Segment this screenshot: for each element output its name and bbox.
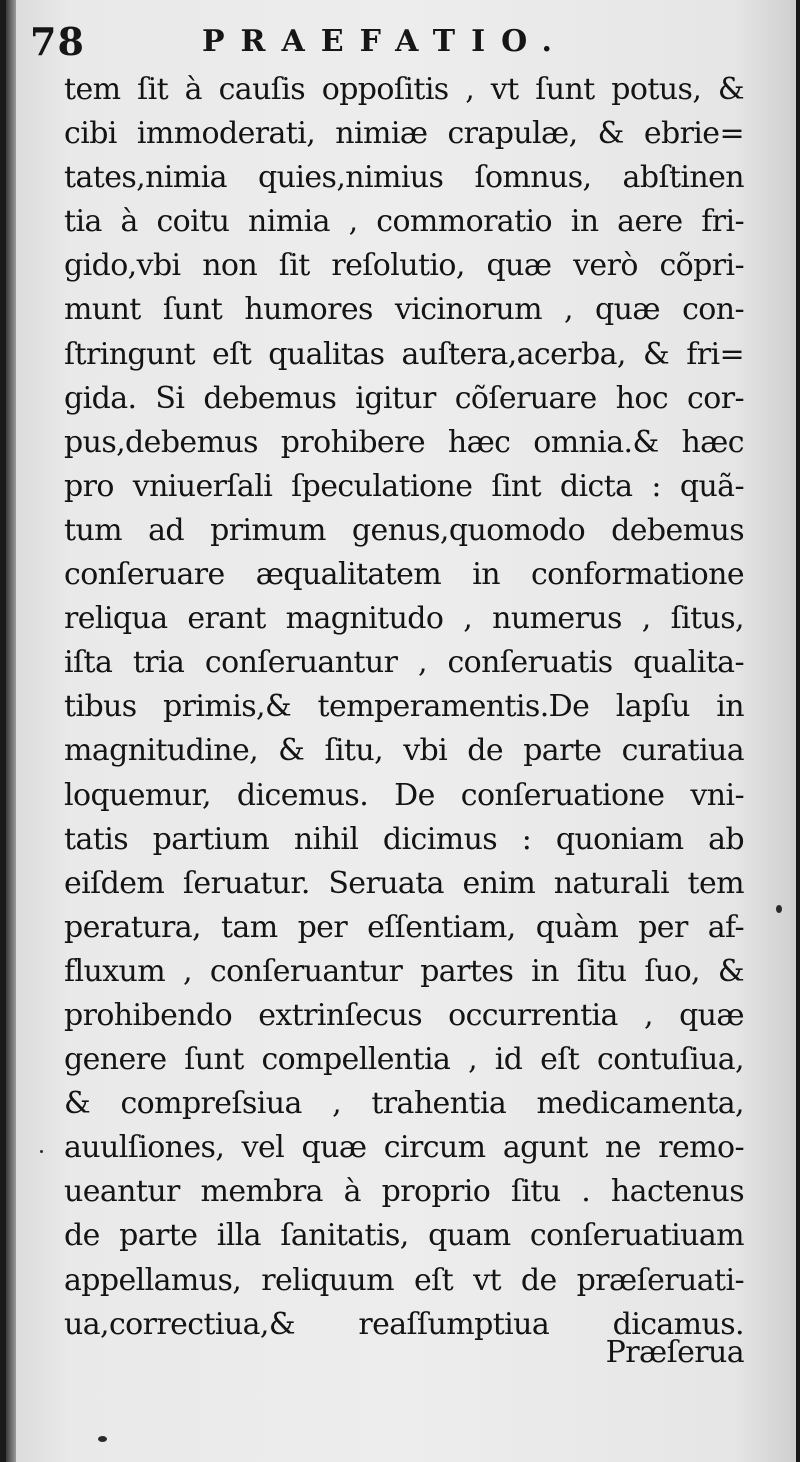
text-line: magnitudine, & ſitu, vbi de parte curatiua	[64, 733, 744, 769]
text-line: peratura, tam per eſſentiam, quàm per af-	[64, 909, 744, 945]
text-line: auulſiones, vel quæ circum agunt ne remo-	[64, 1130, 744, 1166]
text-line: gida. Si debemus igitur cõſeruare hoc cor-	[64, 380, 744, 416]
text-line: pro vniuerſali ſpeculatione ſint dicta : quã-	[64, 468, 744, 504]
text-line: pus,debemus prohibere hæc omnia.& hæc	[64, 424, 744, 460]
text-line: cibi immoderati, nimiæ crapulæ, & ebrie=	[64, 116, 744, 152]
text-line: tatis partium nihil dicimus : quoniam ab	[64, 821, 744, 857]
text-line: & compreſsiua , trahentia medicamenta,	[64, 1086, 744, 1122]
page-gutter-shadow	[6, 0, 16, 1462]
ink-speck	[98, 1436, 107, 1442]
text-line: tibus primis,& temperamentis.De lapſu in	[64, 689, 744, 725]
page-header	[30, 14, 770, 70]
book-page	[6, 0, 796, 1462]
text-line: reliqua erant magnitudo , numerus , ſitus,	[64, 601, 744, 637]
text-line: tates,nimia quies,nimius ſomnus, abſtinen	[64, 160, 744, 196]
text-line: eiſdem ſeruatur. Seruata enim naturali tem	[64, 865, 744, 901]
catchword: Præſerua	[605, 1335, 744, 1370]
text-line: de parte illa ſanitatis, quam conſeruatiuam	[64, 1218, 744, 1254]
text-line: ua,correctiua,& reaſſumptiua dicamus.	[64, 1306, 744, 1342]
text-line: iſta tria conſeruantur , conſeruatis qualita-	[64, 645, 744, 681]
text-line: fluxum , conſeruantur partes in ſitu ſuo, &	[64, 953, 744, 989]
page-number: 78	[30, 19, 85, 64]
text-line: loquemur, dicemus. De conſeruatione vni-	[64, 777, 744, 813]
text-line: munt ſunt humores vicinorum , quæ con-	[64, 292, 744, 328]
text-line: prohibendo extrinſecus occurrentia , quæ	[64, 997, 744, 1033]
text-line: conſeruare æqualitatem in conformatione	[64, 557, 744, 593]
text-line: tia à coitu nimia , commoratio in aere fri-	[64, 204, 744, 240]
ink-speck	[40, 1150, 43, 1153]
text-line: genere ſunt compellentia , id eſt contuſiua,	[64, 1042, 744, 1078]
text-line: ſtringunt eſt qualitas auſtera,acerba, & fri=	[64, 336, 744, 372]
text-line: tem ſit à cauſis oppoſitis , vt ſunt potus, &	[64, 72, 744, 107]
ink-speck	[776, 905, 782, 913]
text-line: gido,vbi non ſit reſolutio, quæ verò cõpri-	[64, 248, 744, 284]
text-line: appellamus, reliquum eſt vt de præſeruati-	[64, 1262, 744, 1298]
text-line: ueantur membra à proprio ſitu . hactenus	[64, 1174, 744, 1210]
running-head: PRAEFATIO.	[202, 24, 568, 59]
text-block	[64, 68, 744, 1347]
text-line: tum ad primum genus,quomodo debemus	[64, 512, 744, 548]
